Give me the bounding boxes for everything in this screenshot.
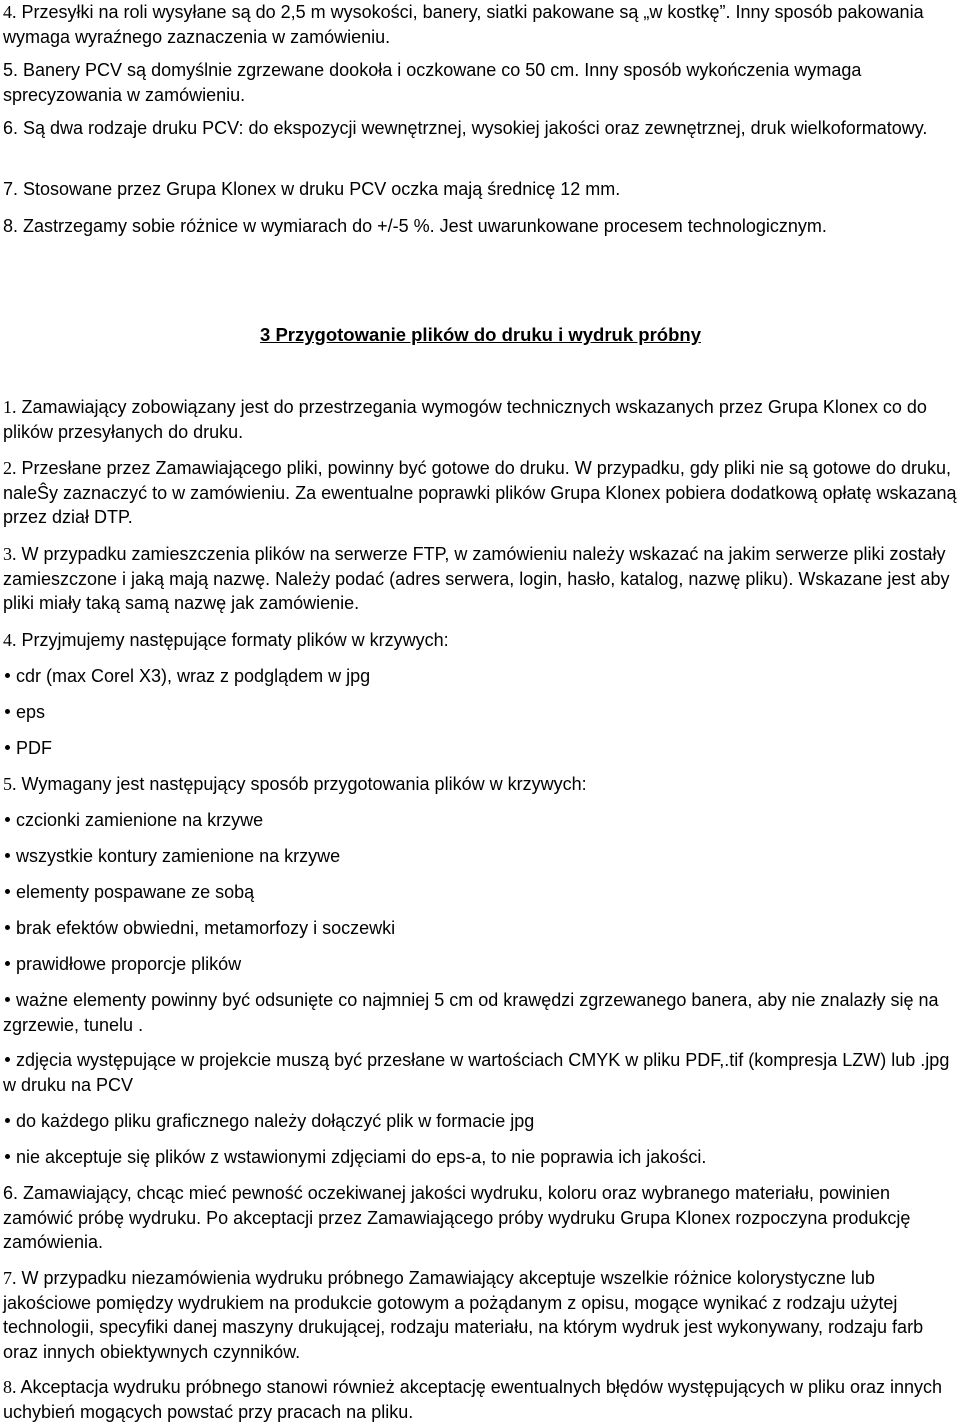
- bullet-icon: [5, 889, 10, 894]
- bullet-icon: [5, 961, 10, 966]
- item-top-7: [3, 177, 958, 202]
- section-item-3: [3, 542, 958, 616]
- requirement-item: [3, 844, 958, 869]
- section-item-4: [3, 628, 958, 653]
- item-text: Banery PCV są domyślnie zgrzewane dookoła i oczkowane co 50 cm. Inny sposób wykończenia wymaga sprecyzowania w zamówieniu.: [3, 60, 862, 105]
- format-item: [3, 664, 958, 689]
- item-top-6: [3, 116, 958, 141]
- requirement-text: wszystkie kontury zamienione na krzywe: [16, 846, 341, 866]
- bullet-icon: [5, 817, 10, 822]
- requirement-text: brak efektów obwiedni, metamorfozy i soczewki: [16, 918, 396, 938]
- item-top-5: [3, 58, 958, 107]
- item-number: 7.: [3, 179, 19, 199]
- item-number: 7.: [3, 1268, 17, 1288]
- item-number: 2.: [3, 458, 17, 478]
- section-item-6: [3, 1181, 958, 1255]
- bullet-icon: [5, 1154, 10, 1159]
- bullet-icon: [5, 925, 10, 930]
- item-text: Zastrzegamy sobie różnice w wymiarach do +/-5 %. Jest uwarunkowane procesem technologicznym.: [18, 216, 827, 236]
- requirement-text: do każdego pliku graficznego należy dołączyć plik w formacie jpg: [16, 1111, 535, 1131]
- requirement-text: zdjęcia występujące w projekcie muszą być przesłane w wartościach CMYK w pliku PDF,.tif (kompresja LZW) lub .jpg w druku na PCV: [3, 1050, 950, 1095]
- requirement-item: [3, 952, 958, 977]
- section-item-7: [3, 1266, 958, 1364]
- bullet-icon: [5, 1118, 10, 1123]
- item-text: Są dwa rodzaje druku PCV: do ekspozycji wewnętrznej, wysokiej jakości oraz zewnętrznej, druk wielkoformatowy.: [18, 118, 928, 138]
- requirement-text: czcionki zamienione na krzywe: [16, 810, 264, 830]
- bullet-icon: [5, 997, 10, 1002]
- item-text: Akceptacja wydruku próbnego stanowi również akceptację ewentualnych błędów występujących w pliku oraz innych uchybień mogących powstać przy pracach na pliku.: [3, 1377, 943, 1422]
- requirement-item: [3, 1145, 958, 1170]
- item-text: Stosowane przez Grupa Klonex w druku PCV oczka mają średnicę 12 mm.: [18, 179, 621, 199]
- item-text: Przesyłki na roli wysyłane są do 2,5 m wysokości, banery, siatki pakowane są „w kostkę”. Inny sposób pakowania wymaga wyraźnego zaznaczenia w zamówieniu.: [3, 2, 924, 47]
- bullet-icon: [5, 709, 10, 714]
- bullet-icon: [5, 853, 10, 858]
- format-text: cdr (max Corel X3), wraz z podglądem w jpg: [16, 666, 371, 686]
- requirement-text: nie akceptuje się plików z wstawionymi zdjęciami do eps-a, to nie poprawia ich jakości.: [16, 1147, 707, 1167]
- item-number: 3.: [3, 544, 17, 564]
- item-top-8: [3, 214, 958, 239]
- requirement-text: elementy pospawane ze sobą: [16, 882, 255, 902]
- section-item-5: [3, 772, 958, 797]
- item-number: 8.: [3, 216, 19, 236]
- bullet-icon: [5, 673, 10, 678]
- item-text: Zamawiający zobowiązany jest do przestrzegania wymogów technicznych wskazanych przez Grupa Klonex co do plików przesyłanych do druku.: [3, 397, 927, 442]
- requirement-item: [3, 988, 958, 1037]
- requirement-text: ważne elementy powinny być odsunięte co najmniej 5 cm od krawędzi zgrzewanego banera, aby nie znalazły się na zgrzewie, tunelu .: [3, 990, 939, 1035]
- item-text: Przyjmujemy następujące formaty plików w krzywych:: [16, 630, 449, 650]
- requirement-item: [3, 1048, 958, 1097]
- format-text: PDF: [16, 738, 52, 758]
- item-number: 4.: [3, 630, 17, 650]
- item-text: W przypadku zamieszczenia plików na serwerze FTP, w zamówieniu należy wskazać na jakim serwerze pliki zostały zamieszczone i jaką mają nazwę. Należy podać (adres serwera, login, hasło, katalog, nazwę pliku). Wskazane jest aby pliki miały taką samą nazwę jak zamówienie.: [3, 544, 950, 613]
- item-text: Wymagany jest następujący sposób przygotowania plików w krzywych:: [16, 774, 587, 794]
- item-text: W przypadku niezamówienia wydruku próbnego Zamawiający akceptuje wszelkie różnice kolorystyczne lub jakościowe pomiędzy wydrukiem na produkcie gotowym a pożądanym z opisu, mogące wynikać z rodzaju użytej technologii, specyfiki danej maszyny drukującej, rodzaju materiału, na którym wydruk jest wykonywany, rodzaju farb oraz innych obiektywnych czynników.: [3, 1268, 924, 1362]
- format-item: [3, 736, 958, 761]
- item-number: 1.: [3, 397, 17, 417]
- requirement-item: [3, 808, 958, 833]
- item-top-4: [3, 0, 958, 49]
- section-item-1: [3, 395, 958, 444]
- bullet-icon: [5, 745, 10, 750]
- requirement-item: [3, 1109, 958, 1134]
- bullet-icon: [5, 1057, 10, 1062]
- item-number: 5.: [3, 774, 17, 794]
- item-text: Przesłane przez Zamawiającego pliki, powinny być gotowe do druku. W przypadku, gdy pliki nie są gotowe do druku, naleŜy zaznaczyć to w zamówieniu. Za ewentualne poprawki plików Grupa Klonex pobiera dodatkową opłatę wskazaną przez dział DTP.: [3, 458, 957, 527]
- item-number: 6.: [3, 118, 19, 138]
- item-number: 5.: [3, 60, 19, 80]
- section-item-8: [3, 1375, 958, 1424]
- item-number: 4.: [3, 2, 17, 22]
- section-item-2: [3, 456, 958, 530]
- format-item: [3, 700, 958, 725]
- item-number: 6.: [3, 1183, 19, 1203]
- section-heading: 3 Przygotowanie plików do druku i wydruk próbny: [260, 324, 701, 345]
- item-text: Zamawiający, chcąc mieć pewność oczekiwanej jakości wydruku, koloru oraz wybranego materiału, powinien zamówić próbę wydruku. Po akceptacji przez Zamawiającego próby wydruku Grupa Klonex rozpoczyna produkcję zamówienia.: [3, 1183, 911, 1252]
- format-text: eps: [16, 702, 46, 722]
- item-number: 8.: [3, 1377, 17, 1397]
- requirement-text: prawidłowe proporcje plików: [16, 954, 242, 974]
- requirement-item: [3, 916, 958, 941]
- requirement-item: [3, 880, 958, 905]
